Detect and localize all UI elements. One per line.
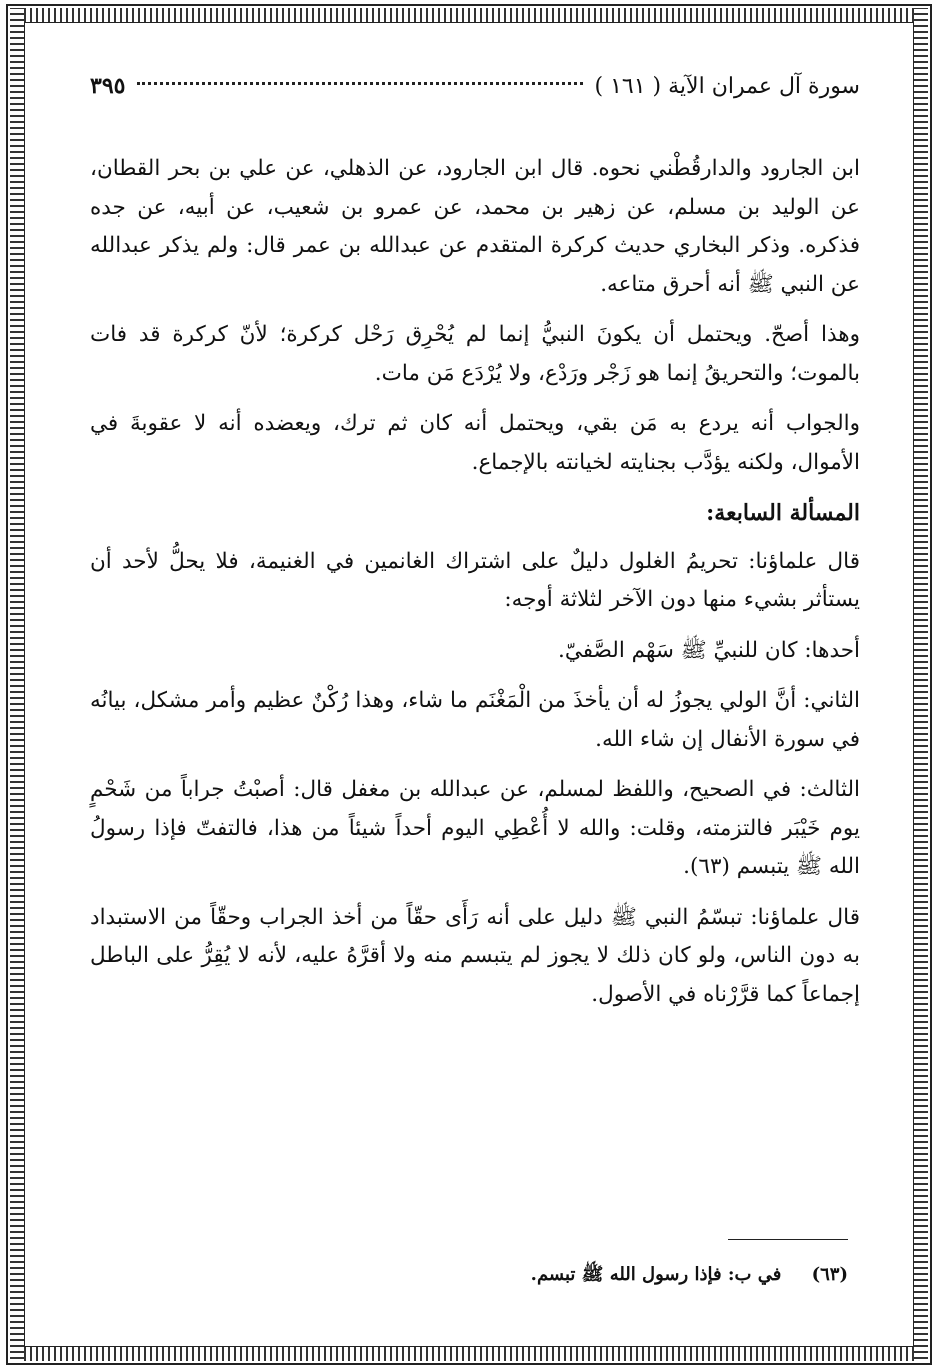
page-border-chain-left [10, 8, 24, 1361]
running-head [90, 66, 860, 106]
paragraph: أحدها: كان للنبيِّ ﷺ سَهْم الصَّفيّ. [558, 637, 860, 663]
paragraph: ابن الجارود والدارقُطْني نحوه. قال ابن الجارود، عن الذهلي، عن علي بن بحر القطان، عن الوليد بن مسلم، عن زهير بن محمد، عن عمرو بن شعيب، عن أبيه، عن جده فذكره. وذكر البخاري حديث كركرة المتقدم عن عبدالله بن عمر قال: ولم يذكر عبدالله عن النبي ﷺ أنه أحرق متاعه. [90, 156, 860, 297]
paragraph: قال علماؤنا: تحريمُ الغلول دليلٌ على اشتراك الغانمين في الغنيمة، فلا يحلُّ لأحد أن يستأثر بشيء منها دون الآخر لثلاثة أوجه: [90, 548, 860, 612]
footnote-text: في ب: فإذا رسول الله ﷺ تبسم. [530, 1264, 782, 1285]
page-border-chain-top [10, 8, 928, 22]
paragraph: الثاني: أنَّ الولي يجوزُ له أن يأخذَ من الْمَغْنَم ما شاء، وهذا رُكْنٌ عظيم وأمر مشكل، بيانُه في سورة الأنفال إن شاء الله. [90, 688, 860, 752]
footnote [88, 1260, 848, 1290]
page-number: ٣٩٥ [90, 73, 126, 99]
body-text [90, 150, 860, 1014]
section-heading: المسألة السابعة: [706, 500, 860, 526]
footnote-number: (٦٣) [811, 1264, 848, 1285]
leader-dots [137, 82, 582, 85]
page-content [90, 66, 860, 1026]
paragraph: قال علماؤنا: تبسّمُ النبي ﷺ دليل على أنه رَأَى حقّاً من أخذ الجراب وحقّاً من الاستبداد به دون الناس، ولو كان ذلك لا يجوز لم يتبسم منه ولا أقرَّهُ عليه، لأنه لا يُقِرُّ على الباطل إجماعاً كما قرَّرْناه في الأصول. [90, 904, 860, 1007]
paragraph: الثالث: في الصحيح، واللفظ لمسلم، عن عبدالله بن مغفل قال: أصبْتُ جراباً من شَحْمٍ يوم خَيْبَر فالتزمته، وقلت: والله لا أُعْطِي اليوم أحداً شيئاً من هذا، فالتفتّ فإذا رسولُ الله ﷺ يتبسم (٦٣). [90, 777, 860, 879]
running-title: سورة آل عمران الآية ( ١٦١ ) [594, 74, 860, 99]
paragraph: والجواب أنه يردع به مَن بقي، ويحتمل أنه كان ثم ترك، ويعضده أنه لا عقوبةَ في الأموال، ولكنه يؤدَّب بجنايته لخيانته بالإجماع. [90, 411, 860, 475]
page-border-chain-bottom [10, 1347, 928, 1361]
footnote-rule [728, 1239, 848, 1240]
paragraph: وهذا أصحّ. ويحتمل أن يكونَ النبيُّ إنما لم يُحْرِق رَحْل كركرة؛ لأنّ كركرة قد فات بالموت؛ والتحريقُ إنما هو زَجْر ورَدْع، ولا يُرْدَع مَن مات. [90, 322, 860, 386]
page-border-chain-right [914, 8, 928, 1361]
